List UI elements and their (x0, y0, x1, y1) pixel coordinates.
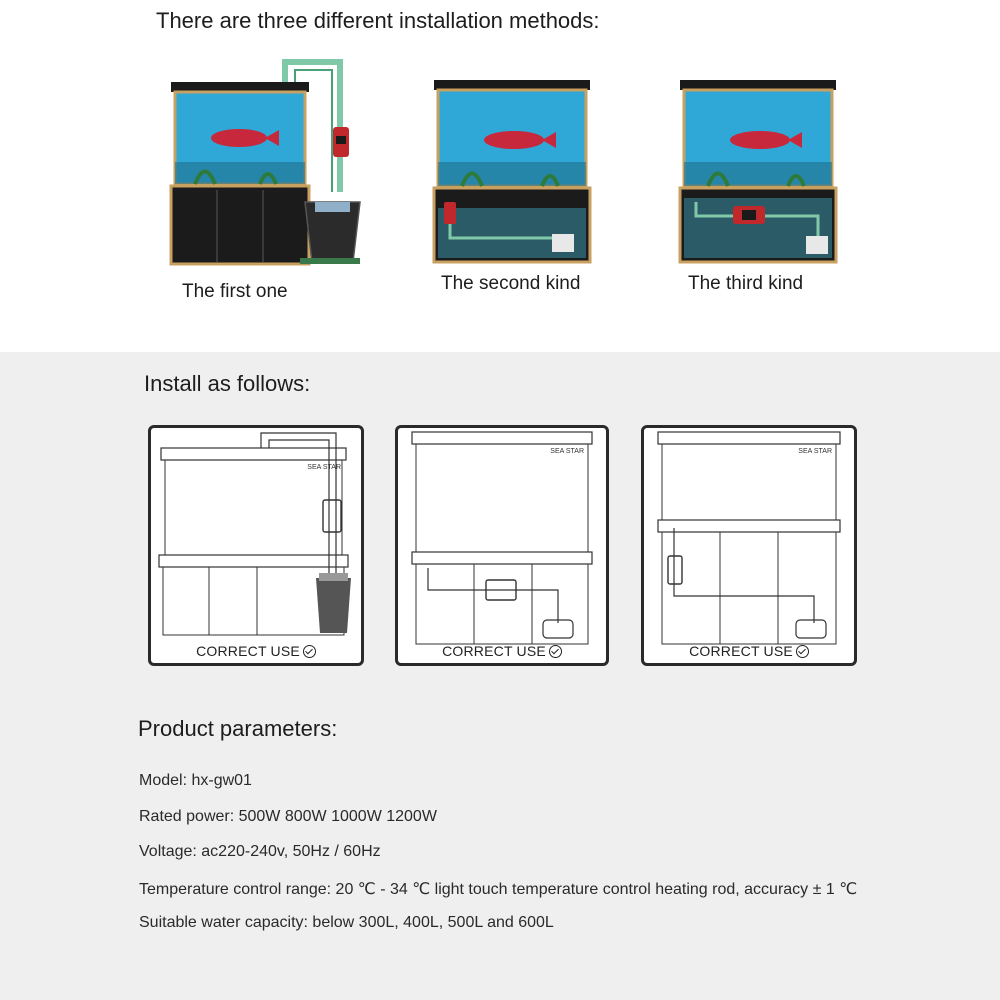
installation-methods-section (0, 0, 1000, 352)
fish-icon (730, 131, 790, 149)
heater-icon (444, 202, 456, 224)
pump-icon (796, 620, 826, 638)
heater-icon (668, 556, 682, 584)
logo-text: SEA STAR (798, 448, 832, 455)
param-temperature-range: Temperature control range: 20 ℃ - 34 ℃ light touch temperature control heating rod, accuracy ± 1 ℃ (139, 881, 858, 898)
correct-use-label-three: CORRECT USE (644, 643, 854, 659)
filter-canister-icon (316, 578, 351, 633)
logo-text: SEA STAR (307, 464, 341, 471)
check-circle-icon (303, 645, 316, 658)
method-two-caption: The second kind (441, 273, 581, 294)
methods-heading: There are three different installation methods: (156, 8, 600, 33)
param-voltage: Voltage: ac220-240v, 50Hz / 60Hz (139, 843, 381, 860)
params-heading: Product parameters: (138, 716, 338, 741)
install-diagram-two (395, 425, 609, 666)
param-water-capacity: Suitable water capacity: below 300L, 400L, 500L and 600L (139, 914, 554, 931)
method-three-illustration (678, 78, 838, 264)
check-circle-icon (549, 645, 562, 658)
correct-use-label-one: CORRECT USE (151, 643, 361, 659)
install-diagram-three (641, 425, 857, 666)
install-diagram-one (148, 425, 364, 666)
pump-icon (552, 234, 574, 252)
check-circle-icon (796, 645, 809, 658)
heater-icon (323, 500, 341, 532)
method-one-caption: The first one (182, 281, 288, 302)
install-heading: Install as follows: (144, 371, 311, 396)
param-model: Model: hx-gw01 (139, 772, 252, 789)
method-three-caption: The third kind (688, 273, 804, 294)
param-rated-power: Rated power: 500W 800W 1000W 1200W (139, 808, 437, 825)
fish-icon (211, 129, 267, 147)
correct-use-label-two: CORRECT USE (398, 643, 606, 659)
method-one-illustration (165, 52, 370, 268)
method-two-illustration (432, 78, 592, 264)
logo-text: SEA STAR (550, 448, 584, 455)
fish-icon (484, 131, 544, 149)
pump-icon (806, 236, 828, 254)
